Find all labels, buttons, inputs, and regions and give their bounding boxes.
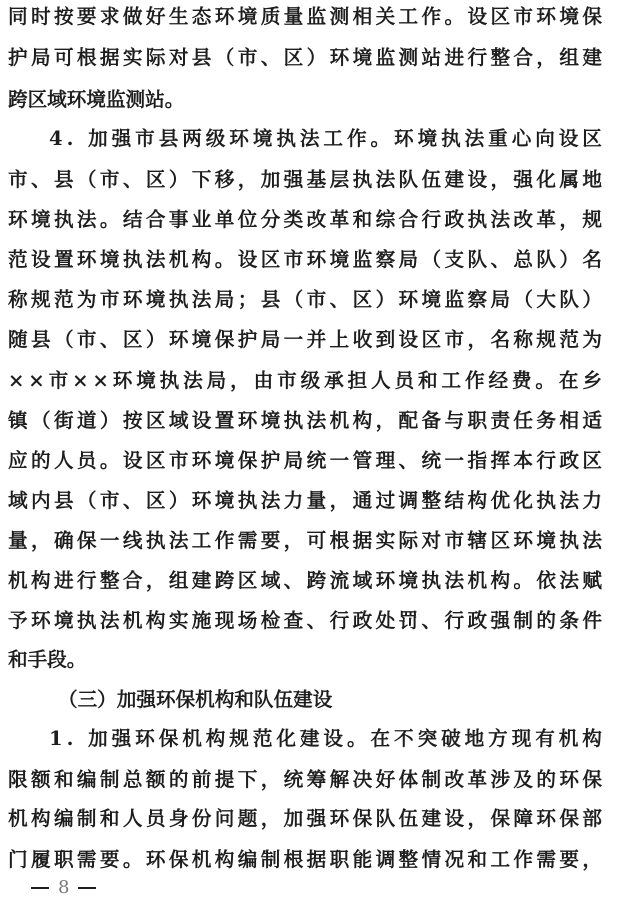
text-line-4: 4. 加强市县两级环境执法工作。环境执法重心向设区 [49, 127, 606, 150]
text-line-5: 市、县（市、区）下移，加强基层执法队伍建设，强化属地 [8, 168, 606, 191]
text-line-8: 称规范为市环境执法局；县（市、区）环境监察局（大队） [8, 288, 606, 311]
text-line-19: 1. 加强环保机构规范化建设。在不突破地方现有机构 [49, 727, 606, 750]
text-line-20: 限额和编制总额的前提下，统筹解决好体制改革涉及的环保 [8, 768, 606, 791]
text-line-2: 护局可根据实际对县（市、区）环境监测站进行整合，组建 [8, 46, 606, 69]
text-line-14: 量，确保一线执法工作需要，可根据实际对市辖区环境执法 [8, 529, 606, 552]
text-line-13: 域内县（市、区）环境执法力量，通过调整结构优化执法力 [8, 489, 606, 512]
page-number-left-dash [31, 887, 49, 889]
text-line-17: 和手段。 [8, 648, 87, 671]
page-number-right-dash [78, 887, 96, 889]
text-line-7: 范设置环境执法机构。设区市环境监察局（支队、总队）名 [8, 248, 606, 271]
text-line-6: 环境执法。结合事业单位分类改革和综合行政执法改革，规 [8, 208, 606, 231]
text-line-21: 机构编制和人员身份问题，加强环保队伍建设，保障环保部 [8, 807, 606, 830]
text-line-16: 予环境执法机构实施现场检查、行政处罚、行政强制的条件 [8, 609, 606, 632]
text-line-3: 跨区域环境监测站。 [8, 88, 185, 111]
text-line-11: 镇（街道）按区域设置环境执法机构，配备与职责任务相适 [8, 409, 606, 432]
text-line-10: ××市××环境执法局，由市级承担人员和工作经费。在乡 [8, 369, 606, 392]
text-line-22: 门履职需要。环保机构编制根据职能调整情况和工作需要， [8, 848, 606, 871]
text-line-15: 机构进行整合，组建跨区域、跨流域环境执法机构。依法赋 [8, 569, 606, 592]
text-line-9: 随县（市、区）环境保护局一并上收到设区市，名称规范为 [8, 328, 606, 351]
section-heading: （三）加强环保机构和队伍建设 [58, 688, 333, 711]
page-number-footer [22, 873, 105, 903]
page-number: 8 [58, 877, 70, 898]
text-line-12: 应的人员。设区市环境保护局统一管理、统一指挥本行政区 [8, 449, 606, 472]
text-line-1: 同时按要求做好生态环境质量监测相关工作。设区市环境保 [8, 5, 606, 28]
